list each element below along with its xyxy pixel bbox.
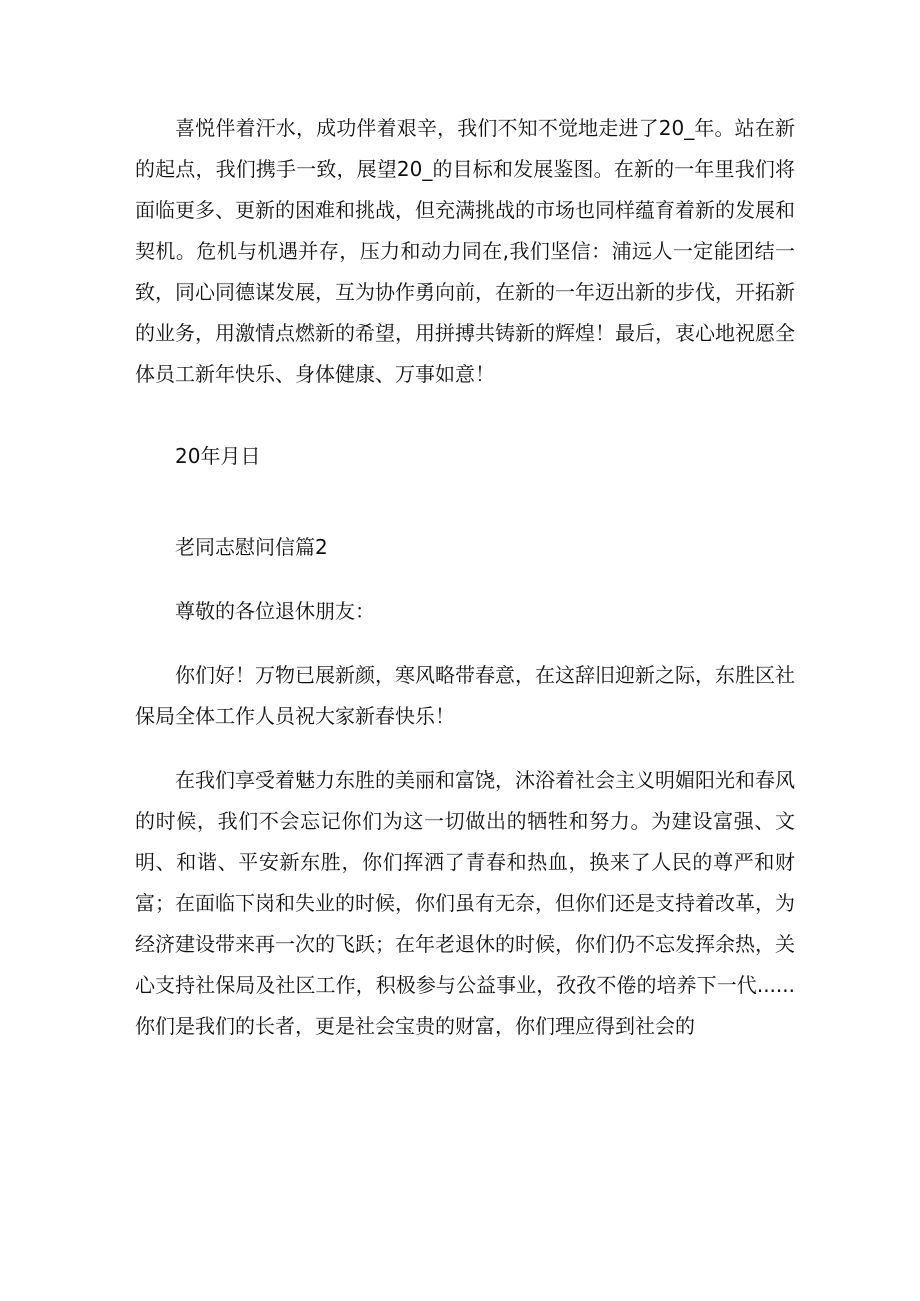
date-line: 20年月日 xyxy=(175,444,261,468)
document-body xyxy=(135,108,795,1047)
greeting-paragraph: 你们好！万物已展新颜，寒风略带春意，在这辞旧迎新之际，东胜区社保局全体工作人员祝大家新春快乐！ xyxy=(135,663,795,728)
body-paragraph: 在我们享受着魅力东胜的美丽和富饶，沐浴着社会主义明媚阳光和春风的时候，我们不会忘记你们为这一切做出的牺牲和努力。为建设富强、文明、和谐、平安新东胜，你们挥洒了青春和热血，换来了人民的尊严和财富；在面临下岗和失业的时候，你们虽有无奈，但你们还是支持着改革，为经济建设带来再一次的飞跃；在年老退休的时候，你们仍不忘发挥余热，关心支持社保局及社区工作，积极参与公益事业，孜孜不倦的培养下一代......你们是我们的长者，更是社会宝贵的财富，你们理应得到社会的 xyxy=(135,768,795,1038)
section-heading: 老同志慰问信篇2 xyxy=(175,535,328,559)
salutation: 尊敬的各位退休朋友： xyxy=(175,599,375,623)
closing-paragraph: 喜悦伴着汗水，成功伴着艰辛，我们不知不觉地走进了20_年。站在新的起点，我们携手一致，展望20_的目标和发展鉴图。在新的一年里我们将面临更多、更新的困难和挑战，但充满挑战的市场也同样蕴育着新的发展和契机。危机与机遇并存，压力和动力同在,我们坚信：浦远人一定能团结一致，同心同德谋发展，互为协作勇向前，在新的一年迈出新的步伐，开拓新的业务，用激情点燃新的希望，用拼搏共铸新的辉煌！最后，衷心地祝愿全体员工新年快乐、身体健康、万事如意！ xyxy=(135,116,795,386)
